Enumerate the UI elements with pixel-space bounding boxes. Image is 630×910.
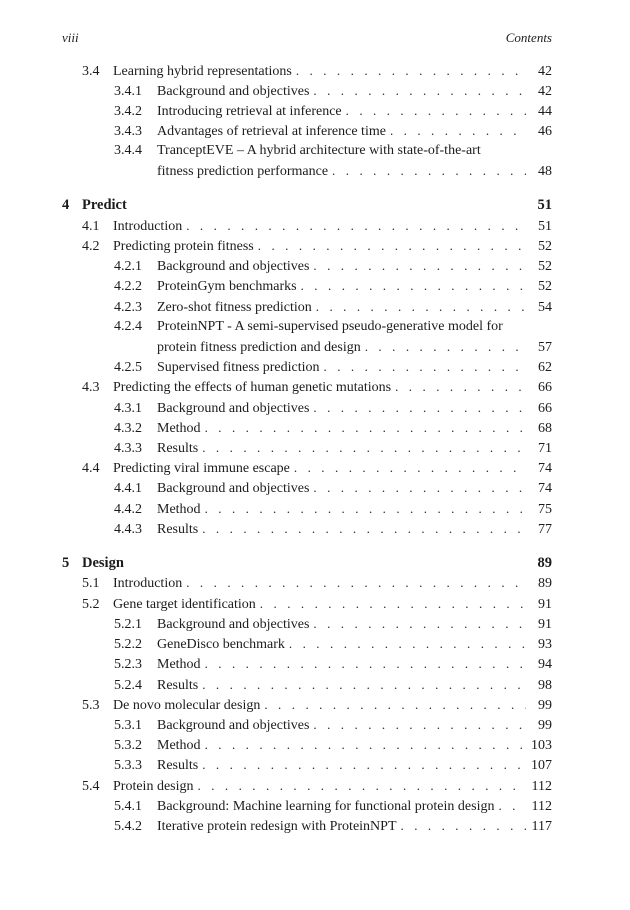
toc-number: 5.4.2 <box>114 819 142 834</box>
toc-subsection-row[interactable] <box>114 817 552 835</box>
toc-leader-dots <box>198 777 526 795</box>
toc-number: 3.4 <box>82 64 100 79</box>
toc-subsection-row[interactable] <box>114 338 552 356</box>
toc-page-number: 77 <box>538 522 552 537</box>
toc-subsection-row[interactable] <box>114 277 552 295</box>
toc-leader-dots <box>264 696 526 714</box>
toc-chapter-row[interactable] <box>62 554 552 572</box>
toc-title: Background: Machine learning for functional protein design <box>157 799 495 814</box>
toc-number: 4.4.3 <box>114 522 142 537</box>
toc-title: GeneDisco benchmark <box>157 637 285 652</box>
toc-title: Background and objectives <box>157 617 310 632</box>
toc-section-row[interactable] <box>82 459 552 477</box>
toc-page-number: 89 <box>538 576 552 591</box>
toc-number: 3.4.1 <box>114 84 142 99</box>
toc-subsection-row[interactable] <box>114 298 552 316</box>
toc-page-number: 51 <box>538 219 552 234</box>
toc-number: 5.2.2 <box>114 637 142 652</box>
toc-leader-dots <box>205 419 526 437</box>
toc-title: Zero-shot fitness prediction <box>157 300 312 315</box>
toc-leader-dots <box>205 500 526 518</box>
toc-number: 5.1 <box>82 576 100 591</box>
toc-title: Predicting the effects of human genetic mutations <box>113 380 392 395</box>
toc-chapter-row[interactable] <box>62 196 552 214</box>
toc-page-number: 57 <box>538 340 552 355</box>
toc-subsection-row[interactable] <box>114 399 552 417</box>
toc-subsection-row[interactable] <box>114 122 552 140</box>
toc-leader-dots <box>186 574 526 592</box>
toc-leader-dots <box>332 162 526 180</box>
toc-leader-dots <box>186 217 526 235</box>
toc-page-number: 48 <box>538 164 552 179</box>
toc-page-number: 91 <box>538 617 552 632</box>
toc-page-number: 74 <box>538 481 552 496</box>
toc-section-row[interactable] <box>82 696 552 714</box>
toc-page-number: 107 <box>531 758 552 773</box>
toc-number: 5.3.1 <box>114 718 142 733</box>
toc-subsection-row[interactable] <box>114 655 552 673</box>
toc-page-number: 103 <box>531 738 552 753</box>
toc-page-number: 66 <box>538 380 552 395</box>
toc-page-number: 98 <box>538 678 552 693</box>
toc-number: 5.2.3 <box>114 657 142 672</box>
toc-title: Learning hybrid representations <box>113 64 292 79</box>
toc-page-number: 74 <box>538 461 552 476</box>
toc-leader-dots <box>301 277 526 295</box>
toc-subsection-row[interactable] <box>114 615 552 633</box>
toc-number: 4.3.3 <box>114 441 142 456</box>
toc-leader-dots <box>498 797 525 815</box>
toc-title: Protein design <box>113 779 194 794</box>
toc-page-number: 93 <box>538 637 552 652</box>
toc-page-number: 75 <box>538 502 552 517</box>
toc-leader-dots <box>365 338 526 356</box>
toc-number: 4.4 <box>82 461 100 476</box>
toc-title: Background and objectives <box>157 84 310 99</box>
toc-subsection-row[interactable] <box>114 797 552 815</box>
running-header: Contents <box>505 30 552 45</box>
toc-title: Iterative protein redesign with ProteinNPT <box>157 819 397 834</box>
toc-section-row[interactable] <box>82 217 552 235</box>
toc-page-number: 94 <box>538 657 552 672</box>
toc-leader-dots <box>313 399 526 417</box>
toc-subsection-row[interactable] <box>114 500 552 518</box>
toc-section-row[interactable] <box>82 574 552 592</box>
toc-subsection-row[interactable] <box>114 520 552 538</box>
toc-leader-dots <box>289 635 526 653</box>
toc-number: 4.4.2 <box>114 502 142 517</box>
toc-subsection-row[interactable] <box>114 358 552 376</box>
toc-leader-dots <box>390 122 526 140</box>
toc-page-number: 99 <box>538 698 552 713</box>
toc-section-row[interactable] <box>82 378 552 396</box>
toc-number: 4.2.4 <box>114 319 142 334</box>
toc-title: Advantages of retrieval at inference time <box>157 124 386 139</box>
toc-number: 5 <box>62 555 70 571</box>
toc-subsection-row[interactable] <box>114 257 552 275</box>
toc-title: ProteinGym benchmarks <box>157 279 297 294</box>
toc-section-row[interactable] <box>82 62 552 80</box>
toc-title: Results <box>157 441 199 456</box>
toc-page-number: 42 <box>538 84 552 99</box>
toc-page-number: 52 <box>538 239 552 254</box>
toc-title: De novo molecular design <box>113 698 261 713</box>
toc-title: Design <box>82 555 124 571</box>
toc-number: 3.4.3 <box>114 124 142 139</box>
toc-title: Supervised fitness prediction <box>157 360 320 375</box>
toc-page-number: 68 <box>538 421 552 436</box>
toc-subsection-row[interactable] <box>114 756 552 774</box>
toc-page-number: 42 <box>538 64 552 79</box>
toc-page-number: 62 <box>538 360 552 375</box>
toc-subsection-row[interactable] <box>114 102 552 120</box>
toc-page-number: 54 <box>538 300 552 315</box>
toc-page-number: 112 <box>531 799 552 814</box>
toc-number: 5.4 <box>82 779 100 794</box>
toc-title: Method <box>157 657 201 672</box>
toc-leader-dots <box>202 756 525 774</box>
toc-number: 5.2.4 <box>114 678 142 693</box>
toc-title: Introducing retrieval at inference <box>157 104 342 119</box>
toc-leader-dots <box>313 82 526 100</box>
toc-page-number: 52 <box>538 279 552 294</box>
toc-title: TranceptEVE – A hybrid architecture with state-of-the-art <box>157 143 481 158</box>
toc-title: Predict <box>82 197 127 213</box>
toc-leader-dots <box>260 595 526 613</box>
toc-subsection-row[interactable] <box>114 716 552 734</box>
toc-leader-dots <box>316 298 526 316</box>
toc-leader-dots <box>258 237 526 255</box>
toc-page-number: 71 <box>538 441 552 456</box>
toc-page-number: 117 <box>531 819 552 834</box>
toc-number: 4.2.5 <box>114 360 142 375</box>
toc-title: Predicting protein fitness <box>113 239 254 254</box>
toc-title: Gene target identification <box>113 597 256 612</box>
toc-section-row[interactable] <box>82 777 552 795</box>
toc-title: protein fitness prediction and design <box>157 340 361 355</box>
toc-number: 4.2.2 <box>114 279 142 294</box>
toc-subsection-row[interactable] <box>114 82 552 100</box>
toc-page-number: 66 <box>538 401 552 416</box>
toc-section-row[interactable] <box>82 237 552 255</box>
toc-title: Introduction <box>113 576 183 591</box>
toc-page-number: 46 <box>538 124 552 139</box>
toc-page-number: 44 <box>538 104 552 119</box>
toc-number: 4.2.3 <box>114 300 142 315</box>
toc-leader-dots <box>395 378 526 396</box>
toc-subsection-row[interactable] <box>114 635 552 653</box>
toc-number: 4.1 <box>82 219 100 234</box>
toc-title: Background and objectives <box>157 481 310 496</box>
toc-number: 5.2.1 <box>114 617 142 632</box>
toc-number: 5.2 <box>82 597 100 612</box>
toc-leader-dots <box>202 439 526 457</box>
toc-section-row[interactable] <box>82 595 552 613</box>
toc-page-number: 91 <box>538 597 552 612</box>
toc-number: 4.3.2 <box>114 421 142 436</box>
toc-title: Method <box>157 502 201 517</box>
toc-subsection-row[interactable] <box>114 736 552 754</box>
toc-subsection-row[interactable] <box>114 479 552 497</box>
toc-page-number: 99 <box>538 718 552 733</box>
toc-number: 4.2.1 <box>114 259 142 274</box>
toc-page-number: 51 <box>537 197 552 213</box>
toc-leader-dots <box>401 817 526 835</box>
toc-subsection-row[interactable] <box>114 419 552 437</box>
toc-subsection-row[interactable] <box>114 318 552 336</box>
toc-leader-dots <box>313 479 526 497</box>
toc-title: Results <box>157 522 199 537</box>
toc-title: Background and objectives <box>157 259 310 274</box>
toc-page-number: 89 <box>537 555 552 571</box>
toc-leader-dots <box>294 459 526 477</box>
toc-number: 5.3 <box>82 698 100 713</box>
toc-number: 5.3.2 <box>114 738 142 753</box>
toc-leader-dots <box>296 62 526 80</box>
toc-title: Background and objectives <box>157 401 310 416</box>
toc-leader-dots <box>313 716 526 734</box>
toc-number: 4 <box>62 197 70 213</box>
toc-number: 3.4.4 <box>114 143 142 158</box>
toc-title: Method <box>157 421 201 436</box>
toc-leader-dots <box>205 736 525 754</box>
toc-page-number: 52 <box>538 259 552 274</box>
toc-number: 3.4.2 <box>114 104 142 119</box>
toc-title: fitness prediction performance <box>157 164 329 179</box>
toc-number: 4.3 <box>82 380 100 395</box>
toc-title: Introduction <box>113 219 183 234</box>
toc-page-number: 112 <box>531 779 552 794</box>
toc-title: Predicting viral immune escape <box>113 461 290 476</box>
toc-subsection-row[interactable] <box>114 162 552 180</box>
toc-subsection-row[interactable] <box>114 142 552 160</box>
toc-title: Results <box>157 758 199 773</box>
toc-number: 5.4.1 <box>114 799 142 814</box>
toc-leader-dots <box>202 520 526 538</box>
toc-leader-dots <box>324 358 526 376</box>
toc-number: 5.3.3 <box>114 758 142 773</box>
toc-number: 4.2 <box>82 239 100 254</box>
toc-leader-dots <box>205 655 526 673</box>
toc-subsection-row[interactable] <box>114 676 552 694</box>
toc-leader-dots <box>346 102 526 120</box>
toc-title: Method <box>157 738 201 753</box>
toc-subsection-row[interactable] <box>114 439 552 457</box>
toc-title: Background and objectives <box>157 718 310 733</box>
toc-title: ProteinNPT - A semi-supervised pseudo-generative model for <box>157 319 503 334</box>
toc-leader-dots <box>313 257 526 275</box>
toc-number: 4.4.1 <box>114 481 142 496</box>
page-number-header: viii <box>62 30 79 45</box>
toc-number: 4.3.1 <box>114 401 142 416</box>
toc-leader-dots <box>313 615 526 633</box>
toc-title: Results <box>157 678 199 693</box>
toc-leader-dots <box>202 676 526 694</box>
